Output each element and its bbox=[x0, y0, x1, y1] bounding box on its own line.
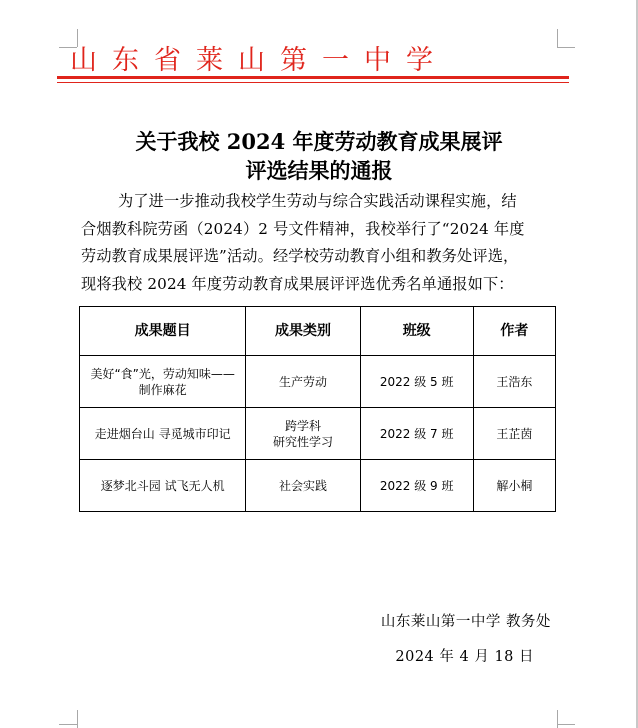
cell-title bbox=[80, 408, 246, 460]
cell-category bbox=[246, 408, 360, 460]
cell-title bbox=[80, 356, 246, 408]
crop-mark bbox=[557, 710, 558, 728]
cell-category bbox=[246, 356, 360, 408]
notice-title-line1: 关于我校 2024 年度劳动教育成果展评 bbox=[135, 129, 503, 154]
paragraph-line: 劳动教育成果展评选”活动。经学校劳动教育小组和教务处评选， bbox=[81, 247, 519, 266]
cell-category-line2: 研究性学习 bbox=[272, 434, 333, 449]
cell-author: 解小桐 bbox=[473, 460, 555, 512]
notice-paragraph bbox=[81, 188, 555, 298]
cell-title-line1: 走进烟台山 寻觅城市印记 bbox=[94, 426, 231, 441]
letterhead-rule-thin bbox=[57, 82, 569, 83]
table-row bbox=[80, 460, 556, 512]
cell-category-line1: 社会实践 bbox=[278, 478, 327, 493]
crop-mark bbox=[59, 724, 77, 725]
crop-mark bbox=[77, 710, 78, 728]
crop-mark bbox=[557, 724, 575, 725]
header-title: 成果题目 bbox=[80, 307, 246, 356]
table-row bbox=[80, 356, 556, 408]
signature-issuer: 山东莱山第一中学 教务处 bbox=[380, 614, 551, 630]
table-row bbox=[80, 408, 556, 460]
cell-author: 王芷茵 bbox=[473, 408, 555, 460]
cell-category-line1: 跨学科 bbox=[284, 418, 321, 433]
cell-category bbox=[246, 460, 360, 512]
cell-category-line1: 生产劳动 bbox=[278, 374, 327, 389]
header-author: 作者 bbox=[473, 307, 555, 356]
header-category: 成果类别 bbox=[246, 307, 360, 356]
cell-class: 2022 级 7 班 bbox=[360, 408, 473, 460]
notice-title-line2: 评选结果的通报 bbox=[245, 158, 393, 183]
cell-author: 王浩东 bbox=[473, 356, 555, 408]
cell-class: 2022 级 9 班 bbox=[360, 460, 473, 512]
paragraph-line: 现将我校 2024 年度劳动教育成果展评评选优秀名单通报如下： bbox=[81, 274, 514, 293]
results-table bbox=[79, 306, 556, 512]
cell-title bbox=[80, 460, 246, 512]
cell-title-line2: 制作麻花 bbox=[138, 382, 187, 397]
cell-title-line1: 美好“食”光，劳动知味—— bbox=[90, 366, 235, 381]
paragraph-line: 为了进一步推动我校学生劳动与综合实践活动课程实施，结 bbox=[118, 192, 517, 210]
cell-class: 2022 级 5 班 bbox=[360, 356, 473, 408]
signature-date: 2024 年 4 月 18 日 bbox=[395, 649, 534, 665]
letterhead-school-name: 山东省莱山第一中学 bbox=[70, 45, 448, 76]
letterhead-rule-thick bbox=[57, 76, 569, 79]
cell-title-line1: 逐梦北斗园 试飞无人机 bbox=[100, 478, 225, 493]
paragraph-line: 合烟教科院劳函（2024）2 号文件精神，我校举行了“2024 年度 bbox=[81, 219, 525, 238]
table-header-row bbox=[80, 307, 556, 356]
header-class: 班级 bbox=[360, 307, 473, 356]
